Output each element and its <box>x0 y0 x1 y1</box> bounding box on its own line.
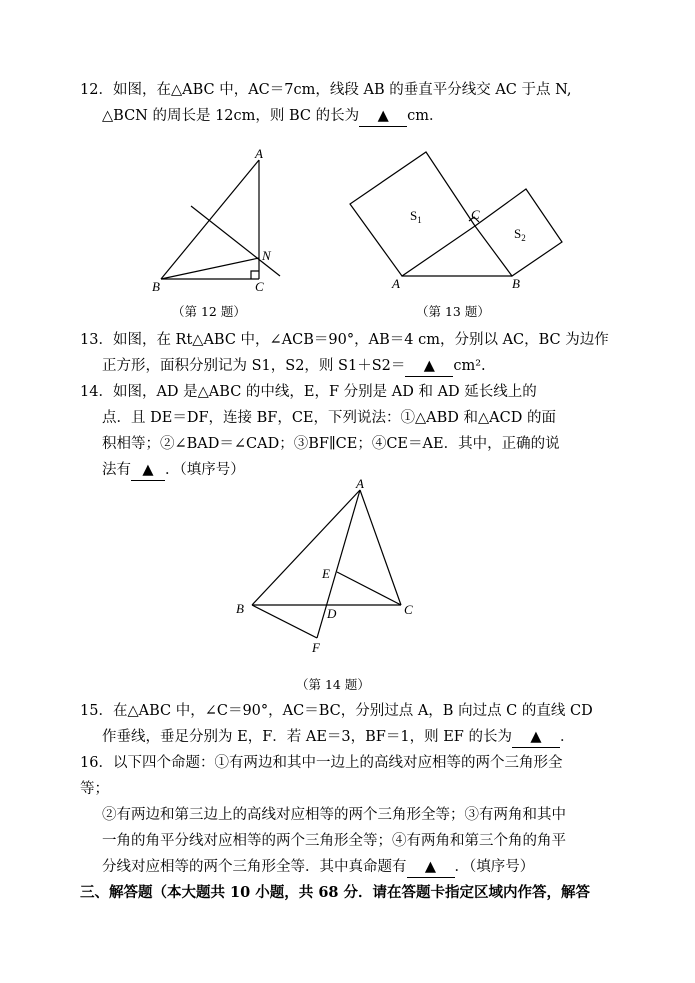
q15-answer-blank: ▲ <box>512 727 560 748</box>
q16-text-b: ．（填序号） <box>454 859 535 875</box>
q14-text-a: 法有 <box>102 462 131 478</box>
q14-text-b: ．（填序号） <box>165 462 245 478</box>
q13-line-1: 13．如图，在 Rt△ABC 中，∠ACB＝90°，AB＝4 cm，分别以 AC，BC 为边作 <box>80 332 609 348</box>
q14-answer-blank: ▲ <box>131 460 165 481</box>
q16-line-2: 等； <box>80 781 109 797</box>
fig14-label-a: A <box>356 476 364 491</box>
fig12-label-n: N <box>262 248 271 263</box>
q14-line-3: 积相等；②∠BAD＝∠CAD；③BF∥CE；④CE＝AE．其中，正确的说 <box>102 436 560 452</box>
fig14-label-b: B <box>236 601 244 616</box>
q16-line-3: ②有两边和第三边上的高线对应相等的两个三角形全等；③有两角和其中 <box>102 807 566 823</box>
figure-12-caption: （第 12 题） <box>172 304 246 319</box>
section-3-heading: 三、解答题（本大题共 10 小题，共 68 分．请在答题卡指定区域内作答，解答 <box>80 884 591 901</box>
fig13-label-c: C <box>471 207 480 222</box>
fig14-label-e: E <box>322 566 330 581</box>
fig12-label-a: A <box>255 146 263 161</box>
q15-text-a: 作垂线，垂足分别为 E，F．若 AE＝3，BF＝1，则 EF 的长为 <box>102 729 512 745</box>
q15-text-b: ． <box>559 729 575 745</box>
fig13-label-s2: $S_2$ <box>514 226 526 243</box>
q13-text-b: cm². <box>453 358 486 374</box>
fig12-label-b: B <box>152 279 160 294</box>
q16-line-4: 一角的角平分线对应相等的两个三角形全等；④有两角和第三个角的角平 <box>102 833 566 849</box>
fig13-label-s1: $S_1$ <box>410 208 422 225</box>
q12-line-1: 12．如图，在△ABC 中，AC＝7cm，线段 AB 的垂直平分线交 AC 于点 N, <box>80 82 572 98</box>
figure-14-caption: （第 14 题） <box>296 677 370 692</box>
q16-text-a: 分线对应相等的两个三角形全等．其中真命题有 <box>102 859 407 875</box>
q15-line-1: 15．在△ABC 中，∠C＝90°，AC＝BC，分别过点 A，B 向过点 C 的直线 CD <box>80 703 593 719</box>
q16-line-1: 16．以下四个命题：①有两边和其中一边上的高线对应相等的两个三角形全 <box>80 755 563 771</box>
q13-text-a: 正方形，面积分别记为 S1，S2，则 S1＋S2＝ <box>102 358 406 374</box>
q14-line-2: 点．且 DE＝DF，连接 BF，CE，下列说法：①△ABD 和△ACD 的面 <box>102 410 556 426</box>
q16-line-5 <box>102 857 534 878</box>
fig13-label-a: A <box>392 276 400 291</box>
q12-text-a: △BCN 的周长是 12cm，则 BC 的长为 <box>102 108 360 124</box>
figure-13-caption: （第 13 题） <box>416 304 490 319</box>
fig14-label-d: D <box>327 606 337 621</box>
fig14-label-f: F <box>312 640 320 655</box>
q12-answer-blank: ▲ <box>359 106 407 127</box>
fig14-segment-bf <box>252 605 317 638</box>
fig12-label-c: C <box>255 279 264 294</box>
q15-line-2 <box>102 727 574 748</box>
fig14-label-c: C <box>404 602 413 617</box>
q16-answer-blank: ▲ <box>407 857 455 878</box>
q12-text-b: cm． <box>407 108 444 124</box>
q13-answer-blank: ▲ <box>405 356 453 377</box>
fig14-side-ac <box>360 490 401 605</box>
fig13-label-b: B <box>512 276 520 291</box>
q14-line-1: 14．如图，AD 是△ABC 的中线，E，F 分别是 AD 和 AD 延长线上的 <box>80 384 537 400</box>
